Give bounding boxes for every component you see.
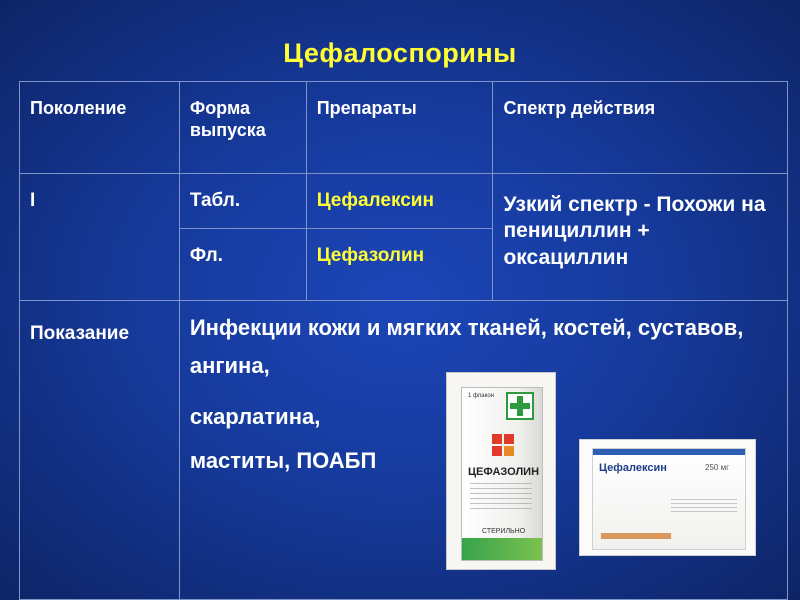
header-cell-form bbox=[179, 82, 306, 174]
green-cross-logo-icon bbox=[506, 392, 534, 420]
box-small-print bbox=[671, 499, 737, 515]
box-brand: ЦЕФАЗОЛИН bbox=[468, 466, 540, 478]
cefazolin-box-image bbox=[446, 372, 556, 570]
generation-value: I bbox=[30, 190, 36, 211]
header-spectrum: Спектр действия bbox=[503, 98, 656, 118]
header-generation: Поколение bbox=[30, 98, 127, 118]
spectrum-cell bbox=[493, 174, 788, 301]
header-cell-drugs bbox=[306, 82, 493, 174]
drug-cefazolin: Цефазолин bbox=[316, 245, 425, 266]
header-cell-generation bbox=[20, 82, 180, 174]
indication-item: скарлатина, bbox=[189, 403, 321, 429]
spectrum-value: Узкий спектр - Похожи на пенициллин + оксациллин bbox=[503, 193, 766, 269]
box-blue-stripe bbox=[593, 449, 745, 455]
box-brand: Цефалексин bbox=[599, 462, 667, 474]
indication-label-cell bbox=[20, 301, 180, 600]
box-manufacturer-logo bbox=[601, 533, 671, 539]
indication-item: маститы, ПОАБП bbox=[189, 448, 377, 474]
header-cell-spectrum bbox=[493, 82, 788, 174]
red-cross-logo-icon bbox=[492, 434, 514, 456]
form-cell-vial bbox=[179, 229, 306, 301]
generation-cell bbox=[20, 174, 180, 301]
page-title: Цефалоспорины bbox=[283, 38, 517, 68]
drug-cephalexin: Цефалексин bbox=[316, 190, 434, 211]
indication-label: Показание bbox=[30, 323, 130, 344]
indication-item: ангина, bbox=[189, 353, 270, 379]
header-form: Форма выпуска bbox=[189, 98, 266, 140]
form-cell-tablet bbox=[179, 174, 306, 229]
form-vial: Фл. bbox=[189, 245, 223, 266]
indication-item: Инфекции кожи и мягких тканей, костей, суставов, bbox=[189, 315, 744, 340]
header-drugs: Препараты bbox=[316, 98, 417, 118]
box-top-text: 1 флакон bbox=[468, 393, 494, 399]
box-small-print bbox=[470, 483, 532, 513]
cephalexin-box bbox=[592, 448, 746, 550]
box-green-band bbox=[462, 538, 542, 560]
box-dose: 250 мг bbox=[705, 463, 729, 472]
form-tablet: Табл. bbox=[189, 190, 241, 211]
box-bottom-text: СТЕРИЛЬНО bbox=[482, 528, 526, 535]
drug-cell-cefazolin bbox=[306, 229, 493, 301]
cephalexin-box-image bbox=[579, 439, 756, 556]
cefazolin-box bbox=[461, 387, 543, 561]
drug-cell-cephalexin bbox=[306, 174, 493, 229]
